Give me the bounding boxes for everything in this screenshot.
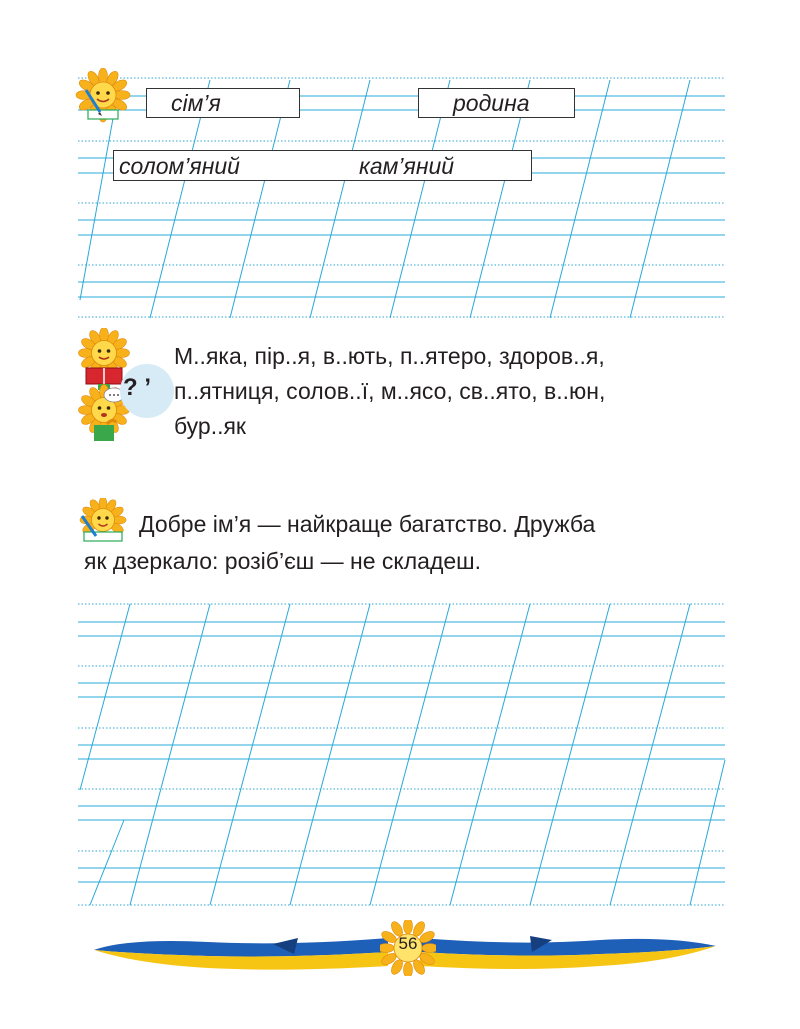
insert-letters-line-3: бур..як <box>174 413 246 439</box>
page-number: 56 <box>398 934 418 953</box>
proverb-line-2: як дзеркало: розіб’єш — не складеш. <box>84 548 482 574</box>
word-solomianyi: солом’яний <box>119 153 240 179</box>
word-rodyna: родина <box>453 90 530 116</box>
proverb-line-1: Добре ім’я — найкраще багатство. Дружба <box>139 511 596 537</box>
insert-letters-line-2: п..ятниця, солов..ї, м..ясо, св..ято, в..юн, <box>174 378 606 404</box>
word-simia: сім’я <box>171 90 221 116</box>
word-kamianyi: кам’яний <box>359 153 455 179</box>
ribbon-left-icon <box>88 926 398 972</box>
question-apostrophe-badge: ? ’ <box>123 374 151 401</box>
insert-letters-line-1: М..яка, пір..я, в..ють, п..ятеро, здоров..я, <box>174 343 605 369</box>
ribbon-right-icon <box>420 926 720 972</box>
